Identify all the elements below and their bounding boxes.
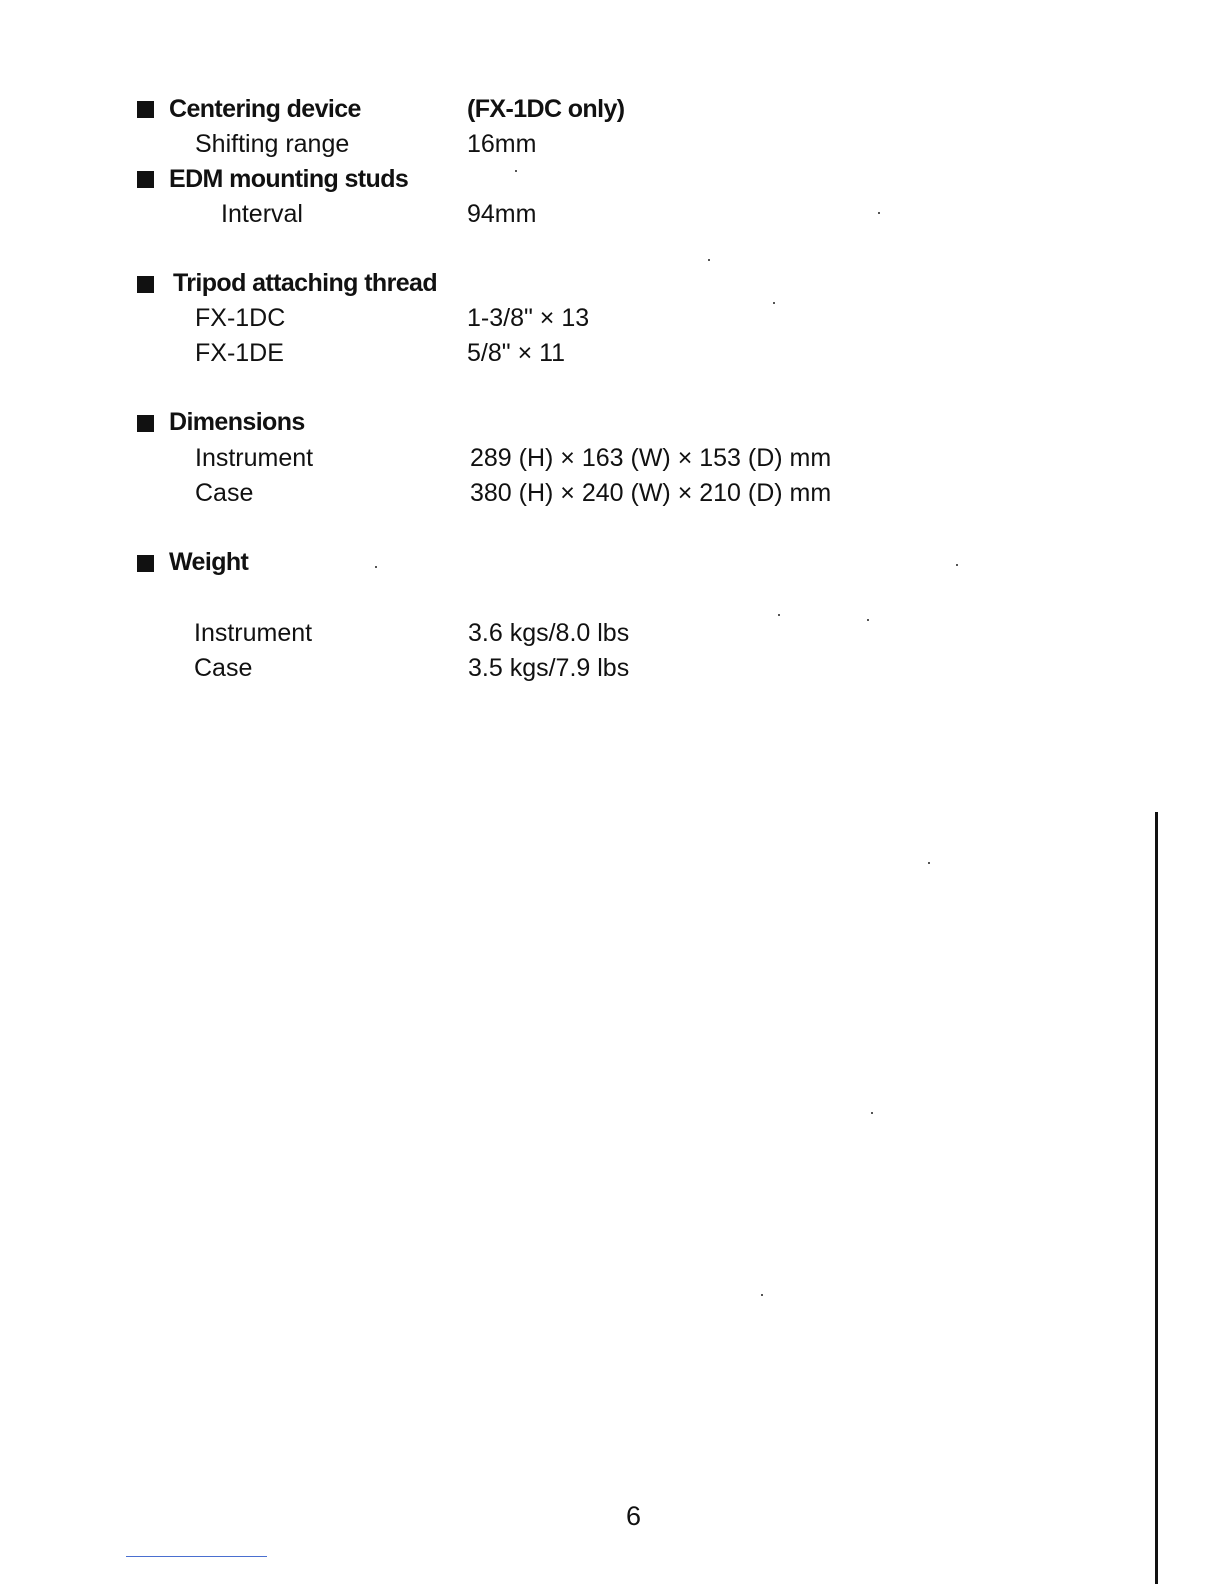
tripod-fx1dc-label: FX-1DC [195, 304, 286, 332]
scan-speck [778, 614, 780, 616]
bullet-square-icon [137, 415, 154, 432]
bullet-square-icon [137, 555, 154, 572]
scan-speck [515, 170, 517, 172]
dimensions-instrument-value: 289 (H) × 163 (W) × 153 (D) mm [470, 444, 832, 472]
scan-speck [708, 259, 710, 261]
scan-speck [375, 566, 377, 568]
scan-speck [878, 212, 880, 214]
scan-speck [928, 862, 930, 864]
scan-speck [761, 1294, 763, 1296]
tripod-thread-heading: Tripod attaching thread [173, 269, 437, 297]
footer-underline [126, 1556, 267, 1557]
centering-device-note: (FX-1DC only) [467, 95, 625, 123]
interval-label: Interval [221, 200, 303, 228]
scan-speck [956, 564, 958, 566]
dimensions-instrument-label: Instrument [195, 444, 314, 472]
dimensions-case-value: 380 (H) × 240 (W) × 210 (D) mm [470, 479, 832, 507]
edm-mounting-studs-heading: EDM mounting studs [169, 165, 409, 193]
centering-device-heading: Centering device [169, 95, 361, 123]
weight-instrument-value: 3.6 kgs/8.0 lbs [468, 619, 630, 647]
shifting-range-value: 16mm [467, 130, 537, 158]
scan-speck [773, 302, 775, 304]
weight-heading: Weight [169, 548, 249, 576]
weight-case-value: 3.5 kgs/7.9 lbs [468, 654, 630, 682]
dimensions-case-label: Case [195, 479, 254, 507]
bullet-square-icon [137, 276, 154, 293]
tripod-fx1de-value: 5/8" × 11 [467, 339, 566, 367]
shifting-range-label: Shifting range [195, 130, 350, 158]
scan-speck [867, 619, 869, 621]
bullet-square-icon [137, 171, 154, 188]
bullet-square-icon [137, 101, 154, 118]
dimensions-heading: Dimensions [169, 408, 305, 436]
weight-instrument-label: Instrument [194, 619, 313, 647]
tripod-fx1dc-value: 1-3/8" × 13 [467, 304, 590, 332]
page-number: 6 [626, 1501, 642, 1531]
interval-value: 94mm [467, 200, 537, 228]
tripod-fx1de-label: FX-1DE [195, 339, 284, 367]
scan-speck [871, 1112, 873, 1114]
scan-edge-line [1155, 812, 1158, 1584]
weight-case-label: Case [194, 654, 253, 682]
